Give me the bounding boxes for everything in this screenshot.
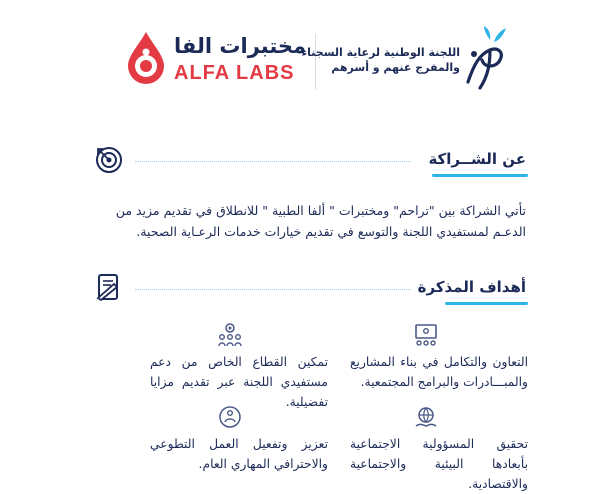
header-divider	[315, 34, 316, 90]
goal-item-volunteering: تعزيز وتفعيل العمل التطوعي والاحترافي المهاري العام.	[150, 437, 328, 471]
partnership-title: عن الشــراكة	[428, 150, 526, 168]
partnership-title-underline	[432, 174, 528, 177]
partnership-description: تأتي الشراكة بين "تراحم" ومختبرات " ألفا الطبية " للانطلاق في تقديم مزيد من الدعـم لمستفيدي اللجنة والتوسع في تقديم خيارات خدمات الرعـاية الصحية.	[115, 203, 526, 239]
team-gear-icon	[217, 322, 243, 348]
goal-item-private-sector: تمكين القطاع الخاص من دعم مستفيدي اللجنة عبر تقديم مزايا تفضيلية.	[150, 355, 328, 409]
tarahum-name-line2: والمفرج عنهم و أسرهم	[331, 61, 460, 74]
partnership-dotted-line	[135, 161, 411, 162]
goals-title: أهداف المذكرة	[417, 278, 526, 296]
goal-item-collaboration: التعاون والتكامل في بناء المشاريع والمبـــادرات والبرامج المجتمعية.	[350, 355, 528, 389]
tarahum-logo	[301, 24, 510, 94]
alfa-labs-logo	[124, 28, 307, 90]
target-icon	[94, 145, 124, 175]
goals-dotted-line	[135, 289, 411, 290]
tarahum-calligraphy-icon	[460, 24, 510, 94]
alfa-arabic-name: مختبرات الفا	[174, 34, 307, 58]
document-pen-icon	[94, 272, 124, 302]
meeting-board-icon	[413, 322, 439, 348]
tarahum-name-line1: اللجنة الوطنية لرعاية السجناء	[301, 46, 460, 59]
alfa-drop-icon	[124, 30, 168, 86]
globe-hands-icon	[413, 404, 439, 430]
goal-item-social-responsibility: تحقيق المسؤولية الاجتماعية بأبعادها البيئية والاجتماعية والاقتصادية.	[350, 437, 528, 491]
volunteer-hands-icon	[217, 404, 243, 430]
alfa-english-name: ALFA LABS	[174, 62, 295, 84]
goals-title-underline	[445, 302, 528, 305]
